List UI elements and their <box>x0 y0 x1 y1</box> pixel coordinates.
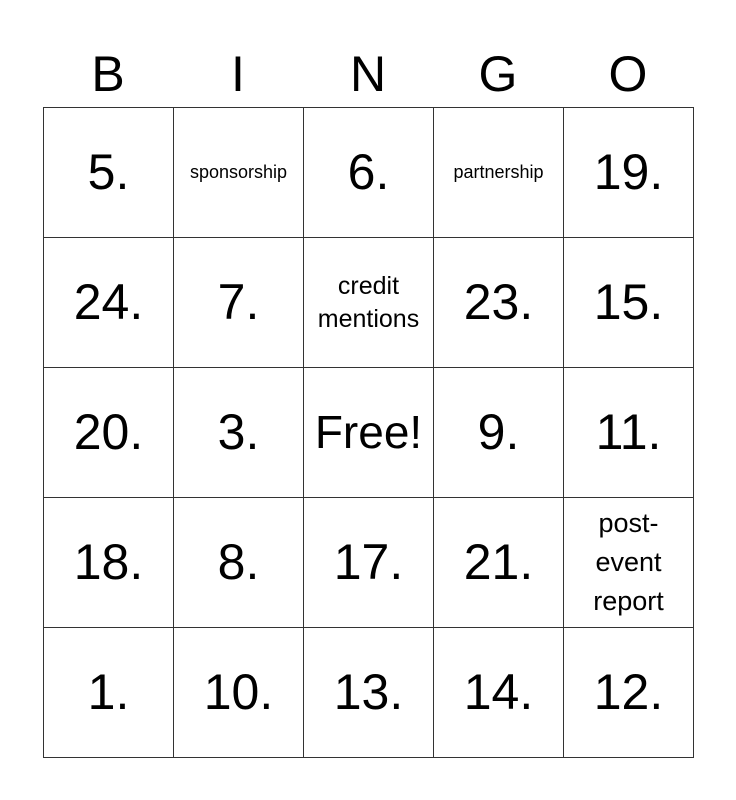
bingo-cell[interactable] <box>434 368 564 498</box>
cell-text: partnership <box>453 161 544 182</box>
bingo-cell[interactable] <box>434 108 564 238</box>
bingo-cell[interactable] <box>44 368 174 498</box>
cell-text: 3. <box>217 404 260 460</box>
bingo-cell[interactable] <box>174 238 304 368</box>
free-space-cell[interactable] <box>304 368 434 498</box>
header-letter-o: O <box>608 46 648 102</box>
cell-text: 24. <box>73 274 144 330</box>
bingo-cell[interactable] <box>564 238 694 368</box>
bingo-cell[interactable] <box>44 498 174 628</box>
cell-text: 6. <box>347 144 390 200</box>
cell-text: sponsorship <box>189 161 288 182</box>
bingo-cell[interactable] <box>564 628 694 758</box>
header-letter-b: B <box>91 46 125 102</box>
bingo-cell[interactable] <box>304 108 434 238</box>
bingo-cell[interactable] <box>174 498 304 628</box>
bingo-cell[interactable] <box>434 628 564 758</box>
cell-text: 14. <box>463 664 534 720</box>
cell-text: 5. <box>87 144 130 200</box>
bingo-cell[interactable] <box>304 498 434 628</box>
bingo-cell[interactable] <box>434 238 564 368</box>
bingo-board <box>43 107 694 758</box>
bingo-cell[interactable] <box>174 628 304 758</box>
cell-text: 11. <box>595 404 662 460</box>
bingo-header <box>43 40 693 108</box>
cell-text: 23. <box>463 274 534 330</box>
cell-text: 15. <box>593 274 664 330</box>
bingo-cell[interactable] <box>564 368 694 498</box>
header-letter-i: I <box>231 46 245 102</box>
cell-text: 20. <box>73 404 144 460</box>
bingo-cell[interactable] <box>564 498 694 628</box>
cell-text: 10. <box>203 664 274 720</box>
header-letter-n: N <box>349 46 387 102</box>
cell-text: post-event report <box>593 507 664 617</box>
cell-text: 13. <box>333 664 404 720</box>
cell-text: 18. <box>73 534 144 590</box>
cell-text: 7. <box>217 274 260 330</box>
bingo-cell[interactable] <box>174 108 304 238</box>
bingo-cell[interactable] <box>44 238 174 368</box>
cell-text: credit mentions <box>317 272 420 333</box>
bingo-cell[interactable] <box>304 238 434 368</box>
bingo-cell[interactable] <box>174 368 304 498</box>
cell-text: 9. <box>477 404 520 460</box>
cell-text: 12. <box>593 664 664 720</box>
cell-text: 19. <box>593 144 664 200</box>
bingo-cell[interactable] <box>564 108 694 238</box>
free-space-text: Free! <box>314 406 423 459</box>
cell-text: 21. <box>463 534 534 590</box>
cell-text: 17. <box>333 534 404 590</box>
bingo-cell[interactable] <box>44 628 174 758</box>
bingo-cell[interactable] <box>304 628 434 758</box>
bingo-cell[interactable] <box>434 498 564 628</box>
bingo-cell[interactable] <box>44 108 174 238</box>
cell-text: 8. <box>217 534 260 590</box>
cell-text: 1. <box>87 664 130 720</box>
header-letter-g: G <box>478 46 518 102</box>
